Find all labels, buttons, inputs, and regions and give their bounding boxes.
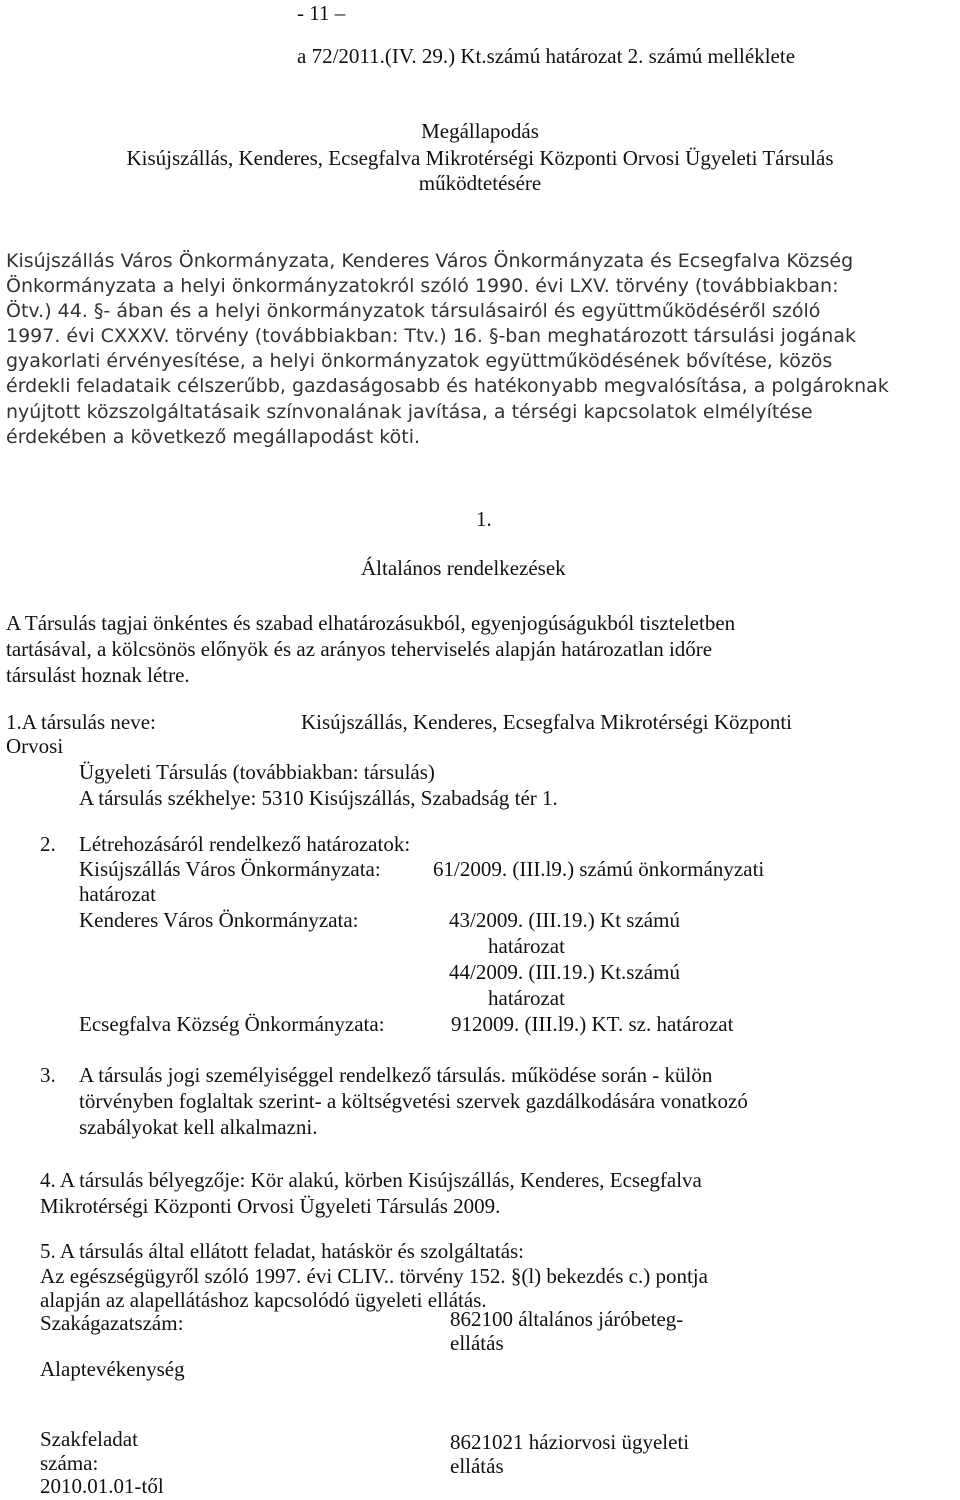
item5-line: Az egészségügyről szóló 1997. évi CLIV.. törvény 152. §(l) bekezdés c.) pontja (40, 1264, 708, 1288)
section-number: 1. (476, 507, 492, 531)
item2-title: Létrehozásáról rendelkező határozatok: (79, 832, 411, 856)
resolution-value-cont: határozat (488, 934, 565, 958)
szakagazat-value-cont: ellátás (450, 1331, 504, 1355)
intro-line: érdekében a következő megállapodást köti. (6, 426, 421, 448)
szakfeladat-date: 2010.01.01-től (40, 1474, 164, 1498)
item4-line: Mikrotérségi Központi Orvosi Ügyeleti Társulás 2009. (40, 1194, 501, 1218)
intro-line: érdekli feladataik célszerűbb, gazdaságosabb és hatékonyabb megvalósítása, a polgároknak (6, 375, 889, 397)
szakfeladat-value: 8621021 háziorvosi ügyeleti (450, 1430, 690, 1454)
para-line: társulást hoznak létre. (6, 663, 190, 687)
intro-line: Kisújszállás Város Önkormányzata, Kenderes Város Önkormányzata és Ecsegfalva Község (6, 250, 854, 272)
item3-line: szabályokat kell alkalmazni. (79, 1115, 318, 1139)
resolution-value: 44/2009. (III.19.) Kt.számú (449, 960, 680, 984)
resolution-value-cont: határozat (488, 986, 565, 1010)
item3-number: 3. (40, 1063, 56, 1087)
item1-value: Kisújszállás, Kenderes, Ecsegfalva Mikrotérségi Központi (301, 710, 793, 734)
szakfeladat-value-cont: ellátás (450, 1454, 504, 1478)
section-heading: Általános rendelkezések (361, 556, 566, 580)
resolution-value: 912009. (III.l9.) KT. sz. határozat (451, 1012, 734, 1036)
item5-line: alapján az alapellátáshoz kapcsolódó ügyeleti ellátás. (40, 1288, 487, 1312)
item2-number: 2. (40, 832, 56, 856)
intro-line: nyújtott közszolgáltatásaik színvonalának javítása, a térségi kapcsolatok elmélyítése (6, 401, 813, 423)
document-subtitle: Kisújszállás, Kenderes, Ecsegfalva Mikrotérségi Központi Orvosi Ügyeleti Társulás (126, 146, 834, 170)
document-subtitle-cont: működtetésére (418, 171, 542, 195)
intro-line: Önkormányzata a helyi önkormányzatokról szóló 1990. évi LXV. törvény (továbbiakban: (6, 275, 839, 297)
resolution-member: Kenderes Város Önkormányzata: (79, 908, 359, 932)
document-title: Megállapodás (421, 119, 539, 143)
para-line: tartásával, a kölcsönös előnyök és az arányos teherviselés alapján határozatlan időre (6, 637, 713, 661)
item1-label: 1.A társulás neve: (6, 710, 156, 734)
annex-title: a 72/2011.(IV. 29.) Kt.számú határozat 2. számú melléklete (297, 44, 796, 68)
resolution-member: Kisújszállás Város Önkormányzata: (79, 857, 381, 881)
szakagazat-value: 862100 általános járóbeteg- (450, 1307, 684, 1331)
item1-value-cont: Orvosi (6, 734, 64, 758)
resolution-value-cont: határozat (79, 882, 156, 906)
intro-line: Ötv.) 44. §- ában és a helyi önkormányzatok társulásairól és együttműködéséről szóló (6, 300, 821, 322)
intro-line: gyakorlati érvényesítése, a helyi önkormányzatok együttműködésének bővítése, közös (6, 350, 833, 372)
resolution-value: 43/2009. (III.19.) Kt számú (449, 908, 680, 932)
item3-line: A társulás jogi személyiséggel rendelkező társulás. működése során - külön (79, 1063, 713, 1087)
para-line: A Társulás tagjai önkéntes és szabad elhatározásukból, egyenjogúságukból tiszteletben (6, 611, 736, 635)
szakfeladat-label-cont: száma: (40, 1451, 99, 1475)
szakagazat-label: Szakágazatszám: (40, 1311, 184, 1335)
item1-value-cont: Ügyeleti Társulás (továbbiakban: társulás) (79, 760, 435, 784)
item5-line: 5. A társulás által ellátott feladat, hatáskör és szolgáltatás: (40, 1239, 525, 1263)
szakfeladat-label: Szakfeladat (40, 1427, 138, 1451)
resolution-member: Ecsegfalva Község Önkormányzata: (79, 1012, 385, 1036)
item1-seat: A társulás székhelye: 5310 Kisújszállás, Szabadság tér 1. (79, 786, 558, 810)
alaptevekenyseg-label: Alaptevékenység (40, 1357, 185, 1381)
page-number: - 11 – (297, 1, 346, 25)
item3-line: törvényben foglaltak szerint- a költségvetési szervek gazdálkodására vonatkozó (79, 1089, 748, 1113)
resolution-value: 61/2009. (III.l9.) számú önkormányzati (433, 857, 765, 881)
intro-line: 1997. évi CXXXV. törvény (továbbiakban: Ttv.) 16. §-ban meghatározott társulási jogának (6, 325, 856, 347)
item4-line: 4. A társulás bélyegzője: Kör alakú, körben Kisújszállás, Kenderes, Ecsegfalva (40, 1168, 702, 1192)
